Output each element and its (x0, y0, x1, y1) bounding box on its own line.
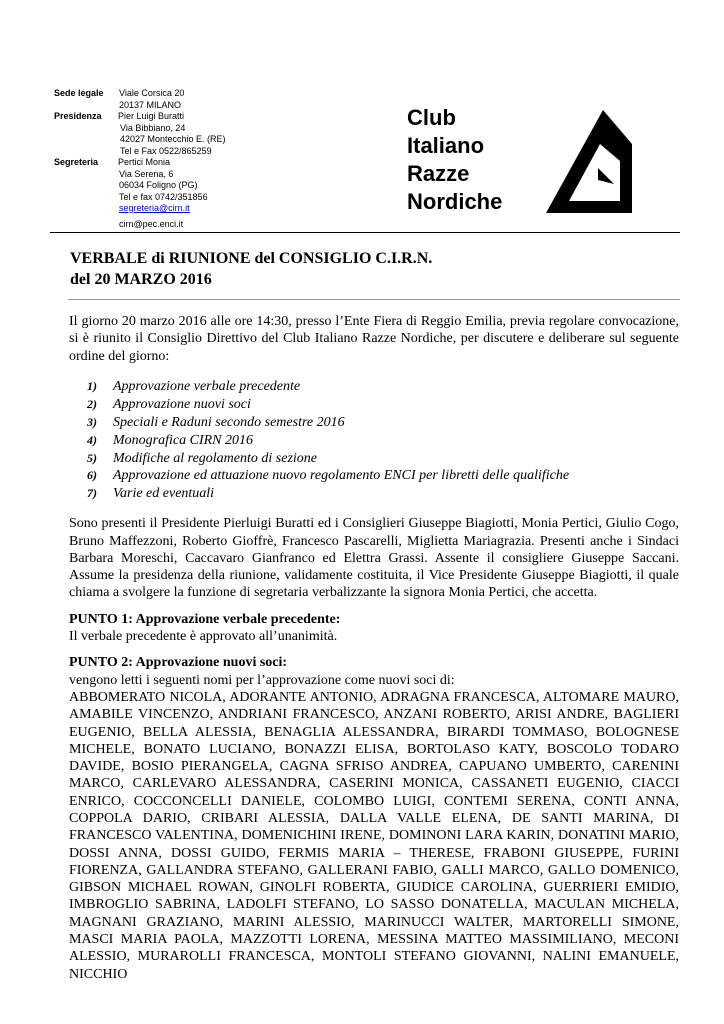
agenda-text: Monografica CIRN 2016 (113, 432, 253, 448)
punto1-heading: PUNTO 1: Approvazione verbale precedente: (69, 611, 341, 627)
agenda-item (87, 414, 679, 432)
presidenza-line: Via Bibbiano, 24 (120, 122, 186, 133)
agenda-text: Modifiche al regolamento di sezione (113, 450, 317, 466)
segreteria-email-link[interactable]: segreteria@cirn.it (119, 203, 190, 213)
segreteria-line: 06034 Foligno (PG) (119, 180, 198, 190)
agenda-item (87, 467, 679, 485)
agenda-number: 6) (87, 468, 97, 483)
presidenza-line: Pier Luigi Buratti (118, 111, 185, 121)
header-divider (50, 232, 680, 233)
presidenza-label: Presidenza (54, 111, 102, 121)
club-name (407, 104, 502, 216)
club-name-line: Club (407, 105, 456, 130)
presidenza-line: 42027 Montecchio E. (RE) (120, 134, 226, 144)
sede-legale-line: Viale Corsica 20 (119, 88, 185, 98)
new-members-list: ABBOMERATO NICOLA, ADORANTE ANTONIO, ADRAGNA FRANCESCA, ALTOMARE MAURO, AMABILE VINCENZO, ANDRIANI FRANCESCO, ANZANI ROBERTO, ARISI ANDRE, BAGLIERI EUGENIO, BELLA ALESSIA, BENAGLIA ALESSANDRA, BIRARDI TOMMASO, BOLOGNESE MICHELE, BONATO LUCIANO, BONAZZI ELISA, BORTOLASO KATY, BOSCOLO TODARO DAVIDE, BOSIO PIERANGELA, CAGNA SFRISO ANDREA, CAPUANO UMBERTO, CARENINI MARCO, CARLEVARO ALESSANDRA, CASERINI MONICA, CASSANETI EUGENIO, CIACCI ENRICO, COCCONCELLI DANIELE, COLOMBO LUIGI, CONTEMI SERENA, CONTI ANNA, COPPOLA DARIO, CRIBARI ALESSIA, DALLA VALLE ELENA, DE SANTI MARINA, DI FRANCESCO VALENTINA, DOMENICHINI IRENE, DOMINONI LARA KARIN, DONATINI MARIO, DOSSI ANNA, DOSSI GUIDO, FERMIS MARIA – THERESE, FRABONI GIUSEPPE, FURINI FIORENZA, GALLANDRA STEFANO, GALLERANI FABIO, GALLI MARCO, GALLO DOMENICO, GIBSON MICHAEL ROWAN, GINOLFI ROBERTA, GIUDICE CAROLINA, GUERRIERI EMIDIO, IMBROGLIO SABRINA, LADOLFI STEFANO, LO SASSO DONATELLA, MACULAN MICHELA, MAGNANI GRAZIANO, MARINI ALESSIO, MARINUCCI WALTER, MARTORELLI SIMONE, MASCI MARIA PAOLA, MAZZOTTI LORENA, MESSINA MATTEO MASSIMILIANO, MECONI ALESSIO, MURAROLLI FRANCESCA, MONTOLI STEFANO GIOVANNI, NALINI EMANUELE, NICCHIO (69, 689, 679, 982)
document-title (70, 248, 432, 290)
agenda-number: 7) (87, 486, 97, 501)
segreteria-label: Segreteria (54, 157, 99, 167)
title-line-2: del 20 MARZO 2016 (70, 271, 212, 288)
punto2-heading: PUNTO 2: Approvazione nuovi soci: (69, 655, 288, 671)
agenda-list (87, 378, 679, 503)
agenda-item (87, 378, 679, 396)
sede-legale-label: Sede legale (54, 88, 104, 98)
agenda-text: Varie ed eventuali (113, 486, 215, 502)
agenda-item (87, 450, 679, 468)
agenda-number: 3) (87, 414, 97, 429)
agenda-item (87, 485, 679, 503)
club-name-line: Italiano (407, 133, 485, 158)
segreteria-line: Pertici Monia (118, 157, 171, 167)
club-name-line: Razze (407, 161, 470, 186)
sede-legale-line: 20137 MILANO (119, 99, 182, 110)
agenda-number: 5) (87, 450, 97, 465)
agenda-text: Approvazione nuovi soci (113, 396, 251, 412)
agenda-number: 2) (87, 396, 97, 411)
agenda-item (87, 396, 679, 414)
agenda-number: 4) (87, 432, 97, 447)
agenda-text: Approvazione verbale precedente (113, 378, 301, 394)
segreteria-line: Via Serena, 6 (119, 168, 174, 179)
segreteria-line: Tel e fax 0742/351856 (119, 191, 208, 202)
punto2-intro: vengono letti i seguenti nomi per l’approvazione come nuovi soci di: (69, 672, 455, 688)
document-body (69, 313, 679, 983)
title-line-1: VERBALE di RIUNIONE del CONSIGLIO C.I.R.N. (70, 250, 433, 267)
title-divider (68, 299, 680, 300)
agenda-text: Speciali e Raduni secondo semestre 2016 (113, 414, 345, 430)
agenda-number: 1) (87, 378, 97, 393)
punto1-text: Il verbale precedente è approvato all’unanimità. (69, 629, 338, 645)
agenda-item (87, 432, 679, 450)
agenda-text: Approvazione ed attuazione nuovo regolamento ENCI per libretti delle qualifiche (113, 468, 570, 484)
intro-paragraph: Il giorno 20 marzo 2016 alle ore 14:30, presso l’Ente Fiera di Reggio Emilia, previa regolare convocazione, si è riunito il Consiglio Direttivo del Club Italiano Razze Nordiche, per discutere e deliberare sul seguente ordine del giorno: (69, 314, 679, 364)
club-logo-icon (545, 104, 635, 216)
pec-email: cirn@pec.enci.it (119, 218, 184, 229)
presidenza-line: Tel e Fax 0522/865259 (120, 145, 212, 156)
club-name-line: Nordiche (407, 189, 503, 214)
attendance-paragraph: Sono presenti il Presidente Pierluigi Buratti ed i Consiglieri Giuseppe Biagiotti, Monia Pertici, Giulio Cogo, Bruno Maffezzoni, Roberto Gioffrè, Francesco Pascarelli, Miglietta Mariagrazia. Presenti anche i Sindaci Barbara Moreschi, Caccavaro Gianfranco ed Elettra Grassi. Assente il consigliere Giuseppe Saccani. Assume la presidenza della riunione, validamente costituita, il Vice Presidente Giuseppe Biagiotti, il quale chiama a svolgere la funzione di segretaria verbalizzante la signora Monia Pertici, che accetta. (69, 516, 679, 601)
letterhead (0, 0, 724, 240)
